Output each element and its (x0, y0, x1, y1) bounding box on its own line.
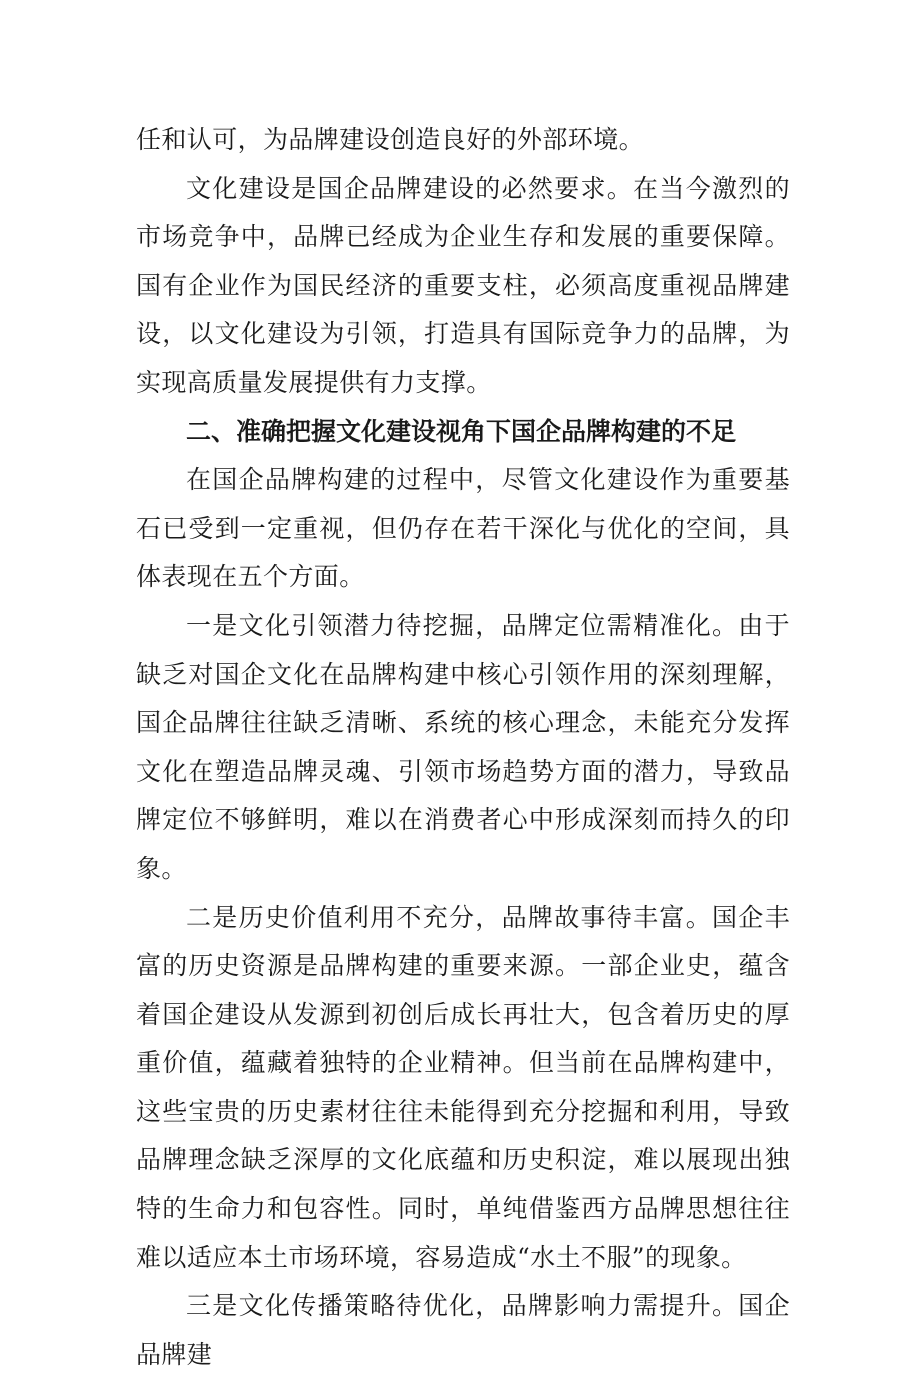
paragraph-continuation: 任和认可，为品牌建设创造良好的外部环境。 (136, 125, 645, 154)
paragraph-point-two: 二是历史价值利用不充分，品牌故事待丰富。国企丰富的历史资源是品牌构建的重要来源。一部企业史，蕴含着国企建设从发源到初创后成长再壮大，包含着历史的厚重价值，蕴藏着独特的企业精神。但当前在品牌构建中，这些宝贵的历史素材往往未能得到充分挖掘和利用，导致品牌理念缺乏深厚的文化底蕴和历史积淀，难以展现出独特的生命力和包容性。同时，单纯借鉴西方品牌思想往往难以适应本土市场环境，容易造成“水土不服”的现象。 (136, 902, 790, 1272)
document-page (136, 116, 790, 1379)
paragraph-point-three: 三是文化传播策略待优化，品牌影响力需提升。国企品牌建 (136, 1291, 790, 1369)
paragraph-culture-requirement: 文化建设是国企品牌建设的必然要求。在当今激烈的市场竞争中，品牌已经成为企业生存和发展的重要保障。国有企业作为国民经济的重要支柱，必须高度重视品牌建设，以文化建设为引领，打造具有国际竞争力的品牌，为实现高质量发展提供有力支撑。 (136, 173, 790, 397)
paragraph-point-one: 一是文化引领潜力待挖掘，品牌定位需精准化。由于缺乏对国企文化在品牌构建中核心引领作用的深刻理解，国企品牌往往缺乏清晰、系统的核心理念，未能充分发挥文化在塑造品牌灵魂、引领市场趋势方面的潜力，导致品牌定位不够鲜明，难以在消费者心中形成深刻而持久的印象。 (136, 610, 790, 883)
section-heading: 二、准确把握文化建设视角下国企品牌构建的不足 (186, 416, 737, 446)
paragraph-section-intro: 在国企品牌构建的过程中，尽管文化建设作为重要基石已受到一定重视，但仍存在若干深化与优化的空间，具体表现在五个方面。 (136, 465, 790, 592)
